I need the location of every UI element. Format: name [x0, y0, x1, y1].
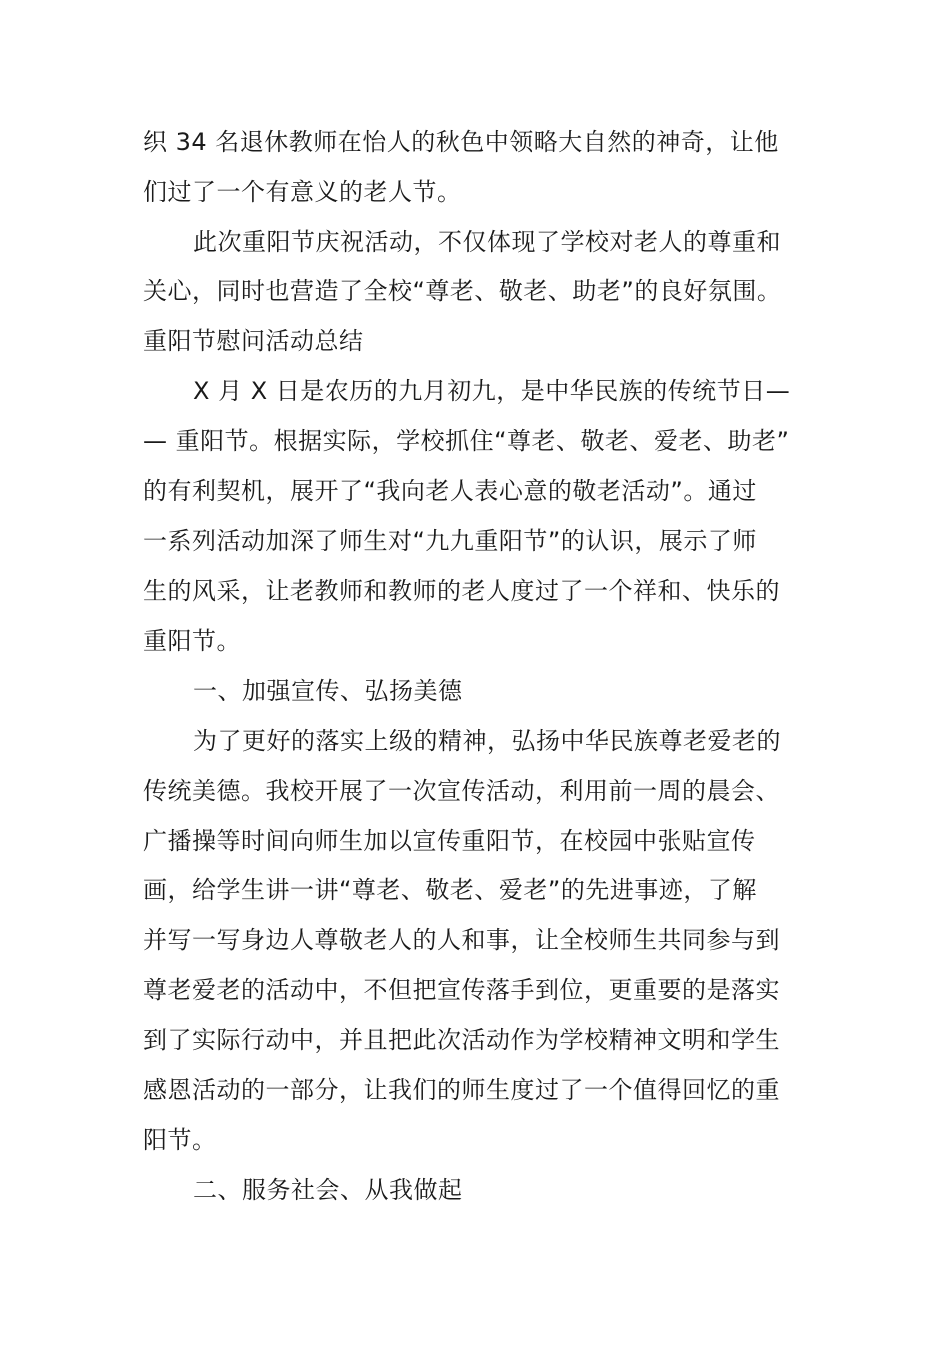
text-line: 尊老爱老的活动中，不但把宣传落手到位，更重要的是落实 — [143, 976, 780, 1004]
text-line: 到了实际行动中，并且把此次活动作为学校精神文明和学生 — [143, 1026, 780, 1054]
text-line: 关心，同时也营造了全校“尊老、敬老、助老”的良好氛围。 — [143, 277, 782, 305]
text-line: 并写一写身边人尊敬老人的人和事，让全校师生共同参与到 — [143, 926, 780, 954]
text-line: — 重阳节。根据实际，学校抓住“尊老、敬老、爱老、助老” — [143, 427, 790, 455]
text-line: 们过了一个有意义的老人节。 — [143, 178, 462, 206]
text-line: 传统美德。我校开展了一次宣传活动，利用前一周的晨会、 — [143, 777, 780, 805]
text-line: 织 34 名退休教师在怡人的秋色中领略大自然的神奇，让他 — [143, 128, 779, 156]
text-line: 阳节。 — [143, 1126, 217, 1154]
text-line: X 月 X 日是农历的九月初九，是中华民族的传统节日— — [193, 377, 791, 405]
text-line: 此次重阳节庆祝活动，不仅体现了学校对老人的尊重和 — [193, 228, 781, 256]
text-line: 画，给学生讲一讲“尊老、敬老、爱老”的先进事迹，了解 — [143, 876, 757, 904]
section-heading: 二、服务社会、从我做起 — [193, 1176, 463, 1204]
section-heading: 一、加强宣传、弘扬美德 — [193, 677, 463, 705]
text-line: 一系列活动加深了师生对“九九重阳节”的认识，展示了师 — [143, 527, 757, 555]
text-line: 广播操等时间向师生加以宣传重阳节，在校园中张贴宣传 — [143, 827, 756, 855]
section-title: 重阳节慰问活动总结 — [143, 327, 364, 355]
text-line: 重阳节。 — [143, 627, 241, 655]
text-line: 生的风采，让老教师和教师的老人度过了一个祥和、快乐的 — [143, 577, 780, 605]
text-line: 感恩活动的一部分，让我们的师生度过了一个值得回忆的重 — [143, 1076, 780, 1104]
text-line: 为了更好的落实上级的精神，弘扬中华民族尊老爱老的 — [193, 727, 781, 755]
text-line: 的有利契机，展开了“我向老人表心意的敬老活动”。通过 — [143, 477, 757, 505]
